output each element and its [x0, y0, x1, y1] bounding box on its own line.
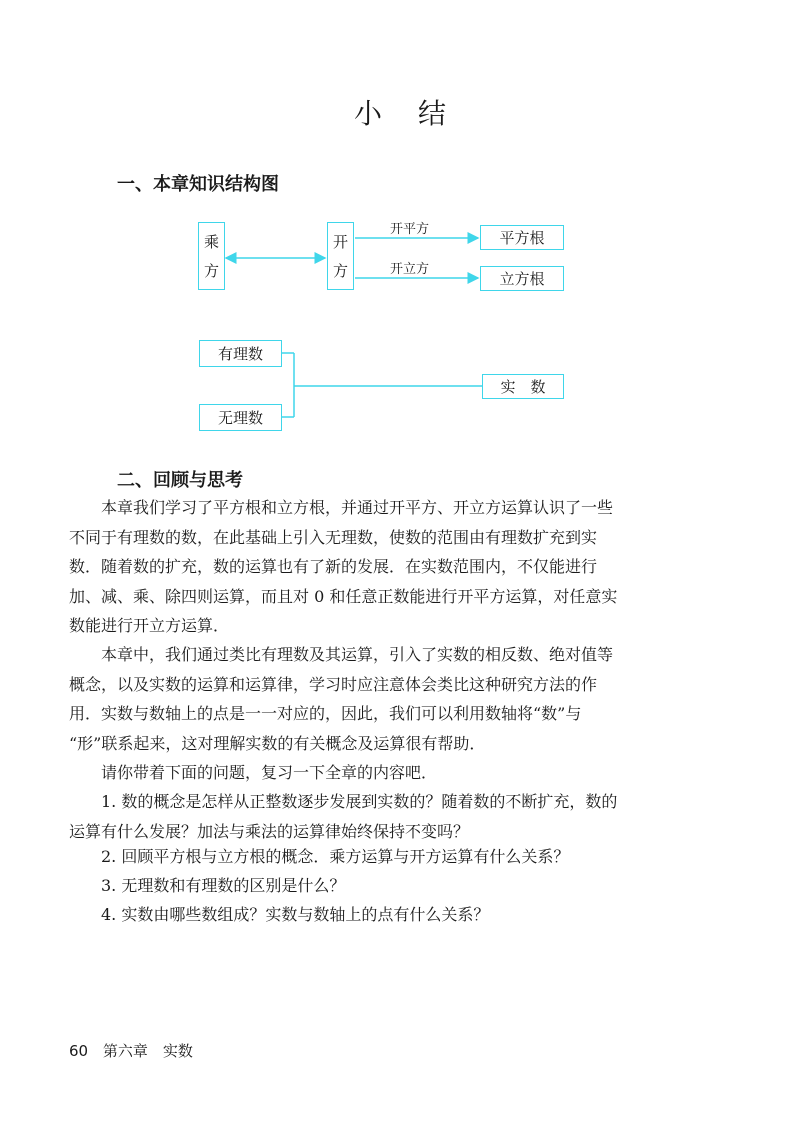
paragraph-line: 请你带着下面的问题，复习一下全章的内容吧． [69, 763, 438, 782]
box-real: 实 数 [482, 374, 564, 399]
paragraph-line: 数．随着数的扩充，数的运算也有了新的发展．在实数范围内，不仅能进行 [69, 557, 598, 576]
question-1 [69, 787, 696, 846]
paragraph-3 [69, 758, 696, 788]
paragraph-line: 本章中，我们通过类比有理数及其运算，引入了实数的相反数、绝对值等 [69, 645, 614, 664]
page-footer [69, 1040, 193, 1061]
paragraph-line: 本章我们学习了平方根和立方根，并通过开平方、开立方运算认识了一些 [69, 498, 614, 517]
paragraph-line: 4. 实数由哪些数组成？实数与数轴上的点有什么关系？ [69, 905, 490, 924]
label-sqrt: 开平方 [390, 222, 430, 237]
paragraph-line: 用．实数与数轴上的点是一一对应的，因此，我们可以利用数轴将“数”与 [69, 704, 582, 723]
paragraph-line: 加、减、乘、除四则运算，而且对 0 和任意正数能进行开平方运算，对任意实 [69, 586, 618, 606]
page-title: 小结 [353, 97, 482, 130]
paragraph-line: 概念，以及实数的运算和运算律，学习时应注意体会类比这种研究方法的作 [69, 674, 598, 694]
paragraph-1 [69, 493, 696, 641]
question-2 [69, 842, 696, 872]
question-4 [69, 900, 696, 930]
box-square-root: 平方根 [480, 225, 564, 250]
section-heading-structure: 一、本章知识结构图 [117, 174, 279, 195]
box-rational: 有理数 [199, 340, 282, 367]
box-power-top: 乘 [203, 233, 219, 251]
paragraph-2 [69, 640, 696, 758]
paragraph-line: 运算有什么发展？加法与乘法的运算律始终保持不变吗？ [69, 821, 470, 841]
paragraph-line: 不同于有理数的数，在此基础上引入无理数，使数的范围由有理数扩充到实 [69, 527, 598, 547]
paragraph-line: 1. 数的概念是怎样从正整数逐步发展到实数的？随着数的不断扩充，数的 [69, 792, 618, 811]
label-cbrt: 开立方 [390, 262, 430, 277]
page-number: 60 [69, 1042, 89, 1060]
paragraph-line: 数能进行开立方运算． [69, 616, 230, 635]
box-power-bottom: 方 [203, 262, 219, 280]
paragraph-line: “形”联系起来，这对理解实数的有关概念及运算很有帮助． [69, 733, 486, 753]
box-irrational: 无理数 [199, 404, 282, 431]
box-root-top: 开 [332, 233, 348, 251]
box-cube-root: 立方根 [480, 266, 564, 291]
box-root-bottom: 方 [332, 262, 348, 280]
section-heading-review: 二、回顾与思考 [117, 470, 243, 491]
question-3 [69, 871, 696, 901]
box-power [198, 222, 225, 290]
chapter-label: 第六章 实数 [102, 1042, 193, 1060]
paragraph-line: 2. 回顾平方根与立方根的概念．乘方运算与开方运算有什么关系？ [69, 847, 570, 866]
paragraph-line: 3. 无理数和有理数的区别是什么？ [69, 876, 346, 895]
box-root [327, 222, 354, 290]
